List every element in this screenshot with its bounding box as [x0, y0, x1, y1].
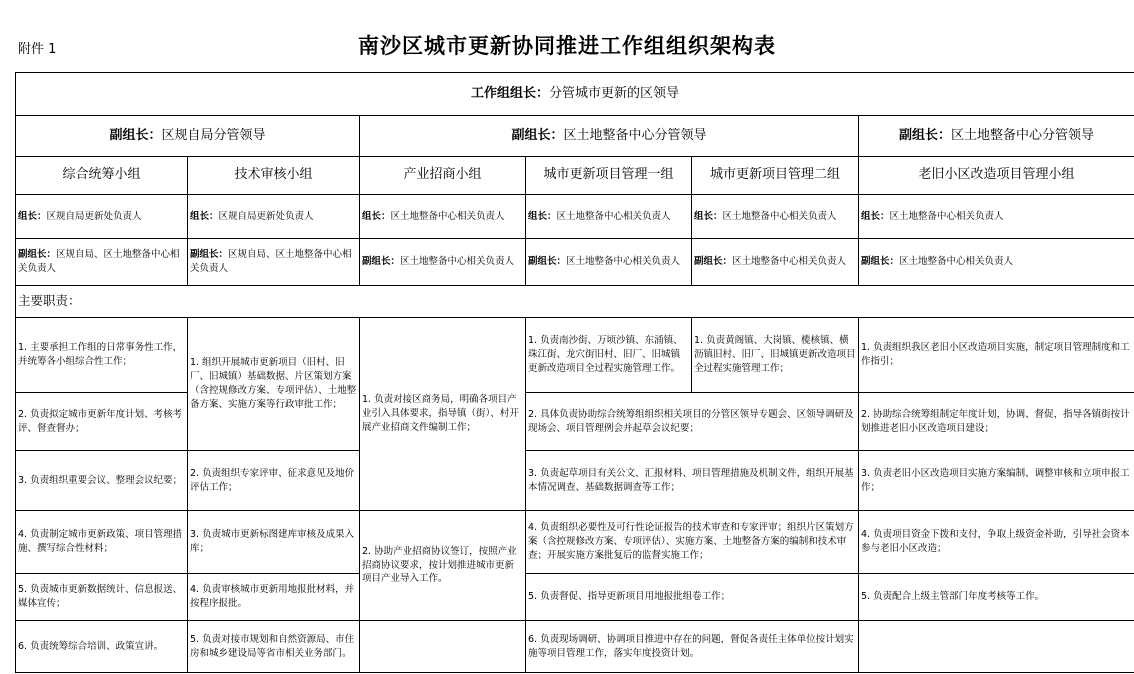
duty-cell: 2. 具体负责协助综合统筹组组织相关项目的分管区领导专题会、区领导调研及现场会、项目管理例会并起草会议纪要； [526, 393, 859, 451]
group-name: 城市更新项目管理二组 [692, 157, 859, 195]
duty-cell: 4. 负责审核城市更新用地报批材料，并按程序报批。 [188, 574, 360, 621]
head-label: 组长： [694, 210, 723, 222]
duty-cell: 6. 负责现场调研、协调项目推进中存在的问题，督促各责任主体单位按计划实施等项目管理工作，落实年度投资计划。 [526, 621, 859, 673]
head-cell [859, 195, 1134, 239]
head-value: 区土地整备中心相关负责人 [390, 210, 505, 222]
duty-cell: 3. 负责老旧小区改造项目实施方案编制、调整审核和立项申报工作； [859, 451, 1134, 511]
duty-cell: 1. 主要承担工作组的日常事务性工作，并统筹各小组综合性工作； [16, 318, 188, 393]
duty-row-5 [16, 574, 1134, 621]
group-name: 城市更新项目管理一组 [526, 157, 692, 195]
deputy-head-cell [526, 239, 692, 286]
duty-cell-empty [360, 621, 526, 673]
group-row [16, 157, 1134, 195]
head-value: 区土地整备中心相关负责人 [889, 210, 1004, 222]
duties-label-row [16, 286, 1134, 318]
head-cell [526, 195, 692, 239]
duty-cell: 1. 组织开展城市更新项目（旧村、旧厂、旧城镇）基础数据、片区策划方案（含控规修改方案、专项评估）、土地整备方案、实施方案等行政审批工作； [188, 318, 360, 451]
head-value: 区土地整备中心相关负责人 [722, 210, 837, 222]
head-cell [16, 195, 188, 239]
leader-row [16, 73, 1134, 116]
duty-cell: 5. 负责城市更新数据统计、信息报送、媒体宣传； [16, 574, 188, 621]
duty-cell: 3. 负责组织重要会议、整理会议纪要； [16, 451, 188, 511]
head-value: 区规自局更新处负责人 [46, 210, 142, 222]
leader-label: 工作组组长： [471, 85, 550, 101]
duty-cell: 3. 负责起草项目有关公文、汇报材料、项目管理措施及机制文件，组织开展基本情况调查、基础数据调查等工作； [526, 451, 859, 511]
duty-cell: 2. 负责拟定城市更新年度计划、考核考评、督查督办； [16, 393, 188, 451]
duty-row-2 [16, 393, 1134, 451]
deputy-cell-3 [859, 116, 1134, 157]
deputy-head-label: 副组长： [190, 249, 229, 261]
leader-cell [16, 73, 1134, 116]
duty-cell: 5. 负责对接市规划和自然资源局、市住房和城乡建设局等省市相关业务部门。 [188, 621, 360, 673]
deputy-cell-1 [16, 116, 360, 157]
duty-row-6 [16, 621, 1134, 673]
head-label: 组长： [362, 210, 391, 222]
duty-cell: 4. 负责组织必要性及可行性论证报告的技术审查和专家评审；组织片区策划方案（含控规修改方案、专项评估）、实施方案、土地整备方案的编制和技术审查；开展实施方案批复后的监督实施工作； [526, 511, 859, 574]
head-value: 区规自局更新处负责人 [218, 210, 314, 222]
deputy-label: 副组长： [899, 127, 952, 143]
head-cell [360, 195, 526, 239]
duty-cell: 3. 负责城市更新标图建库审核及成果入库； [188, 511, 360, 574]
duty-cell: 1. 负责黄阁镇、大岗镇、榄核镇、横沥镇旧村、旧厂、旧城镇更新改造项目全过程实施管理工作； [692, 318, 859, 393]
deputy-head-label: 副组长： [694, 256, 733, 268]
head-cell [692, 195, 859, 239]
duty-row-1 [16, 318, 1134, 393]
deputy-head-value: 区土地整备中心相关负责人 [566, 256, 681, 268]
page-title: 南沙区城市更新协同推进工作组组织架构表 [358, 33, 776, 58]
deputy-head-cell [16, 239, 188, 286]
deputy-head-cell [859, 239, 1134, 286]
duty-cell-empty [859, 621, 1134, 673]
duty-cell: 1. 负责组织我区老旧小区改造项目实施，制定项目管理制度和工作指引； [859, 318, 1134, 393]
deputy-head-cell [360, 239, 526, 286]
head-label: 组长： [190, 210, 219, 222]
deputy-head-value: 区规自局、区土地整备中心相关负责人 [190, 249, 352, 274]
duty-cell: 2. 负责组织专家评审、征求意见及地价评估工作； [188, 451, 360, 511]
deputy-head-cell [188, 239, 360, 286]
deputy-label: 副组长： [511, 127, 564, 143]
head-row [16, 195, 1134, 239]
deputy-value: 区土地整备中心分管领导 [563, 127, 707, 143]
deputy-head-label: 副组长： [362, 256, 401, 268]
deputy-head-row [16, 239, 1134, 286]
deputy-head-value: 区土地整备中心相关负责人 [732, 256, 847, 268]
deputy-value: 区土地整备中心分管领导 [951, 127, 1095, 143]
deputy-head-value: 区土地整备中心相关负责人 [899, 256, 1014, 268]
duty-cell: 2. 协助综合统筹组制定年度计划，协调、督促，指导各镇街按计划推进老旧小区改造项目建设； [859, 393, 1134, 451]
deputy-row [16, 116, 1134, 157]
deputy-cell-2 [360, 116, 859, 157]
deputy-value: 区规自局分管领导 [161, 127, 266, 143]
duty-cell: 1. 负责对接区商务局，明确各项目产业引入具体要求，指导镇（街）、村开展产业招商文件编制工作； [360, 318, 526, 511]
deputy-head-label: 副组长： [18, 249, 57, 261]
head-label: 组长： [528, 210, 557, 222]
deputy-head-cell [692, 239, 859, 286]
duty-cell: 5. 负责配合上级主管部门年度考核等工作。 [859, 574, 1134, 621]
head-cell [188, 195, 360, 239]
deputy-head-label: 副组长： [861, 256, 900, 268]
duty-cell: 5. 负责督促、指导更新项目用地报批组卷工作； [526, 574, 859, 621]
duty-cell: 6. 负责统筹综合培训、政策宣讲。 [16, 621, 188, 673]
deputy-head-value: 区规自局、区土地整备中心相关负责人 [18, 249, 180, 274]
head-label: 组长： [18, 210, 47, 222]
deputy-label: 副组长： [109, 127, 162, 143]
duties-label: 主要职责： [16, 286, 1134, 318]
head-label: 组长： [861, 210, 890, 222]
group-name: 技术审核小组 [188, 157, 360, 195]
duty-cell: 1. 负责南沙街、万顷沙镇、东涌镇、珠江街、龙穴街旧村、旧厂、旧城镇更新改造项目全过程实施管理工作。 [526, 318, 692, 393]
group-name: 综合统筹小组 [16, 157, 188, 195]
group-name: 产业招商小组 [360, 157, 526, 195]
deputy-head-value: 区土地整备中心相关负责人 [400, 256, 515, 268]
deputy-head-label: 副组长： [528, 256, 567, 268]
duty-cell: 4. 负责项目资金下拨和支付，争取上级资金补助，引导社会资本参与老旧小区改造； [859, 511, 1134, 574]
leader-value: 分管城市更新的区领导 [549, 85, 680, 101]
org-structure-table [15, 72, 1134, 673]
attachment-label: 附件 1 [18, 42, 57, 57]
duty-row-3 [16, 451, 1134, 511]
group-name: 老旧小区改造项目管理小组 [859, 157, 1134, 195]
duty-cell: 2. 协助产业招商协议签订，按照产业招商协议要求，按计划推进城市更新项目产业导入工作。 [360, 511, 526, 621]
duty-cell: 4. 负责制定城市更新政策、项目管理措施、撰写综合性材料； [16, 511, 188, 574]
head-value: 区土地整备中心相关负责人 [556, 210, 671, 222]
duty-row-4 [16, 511, 1134, 574]
